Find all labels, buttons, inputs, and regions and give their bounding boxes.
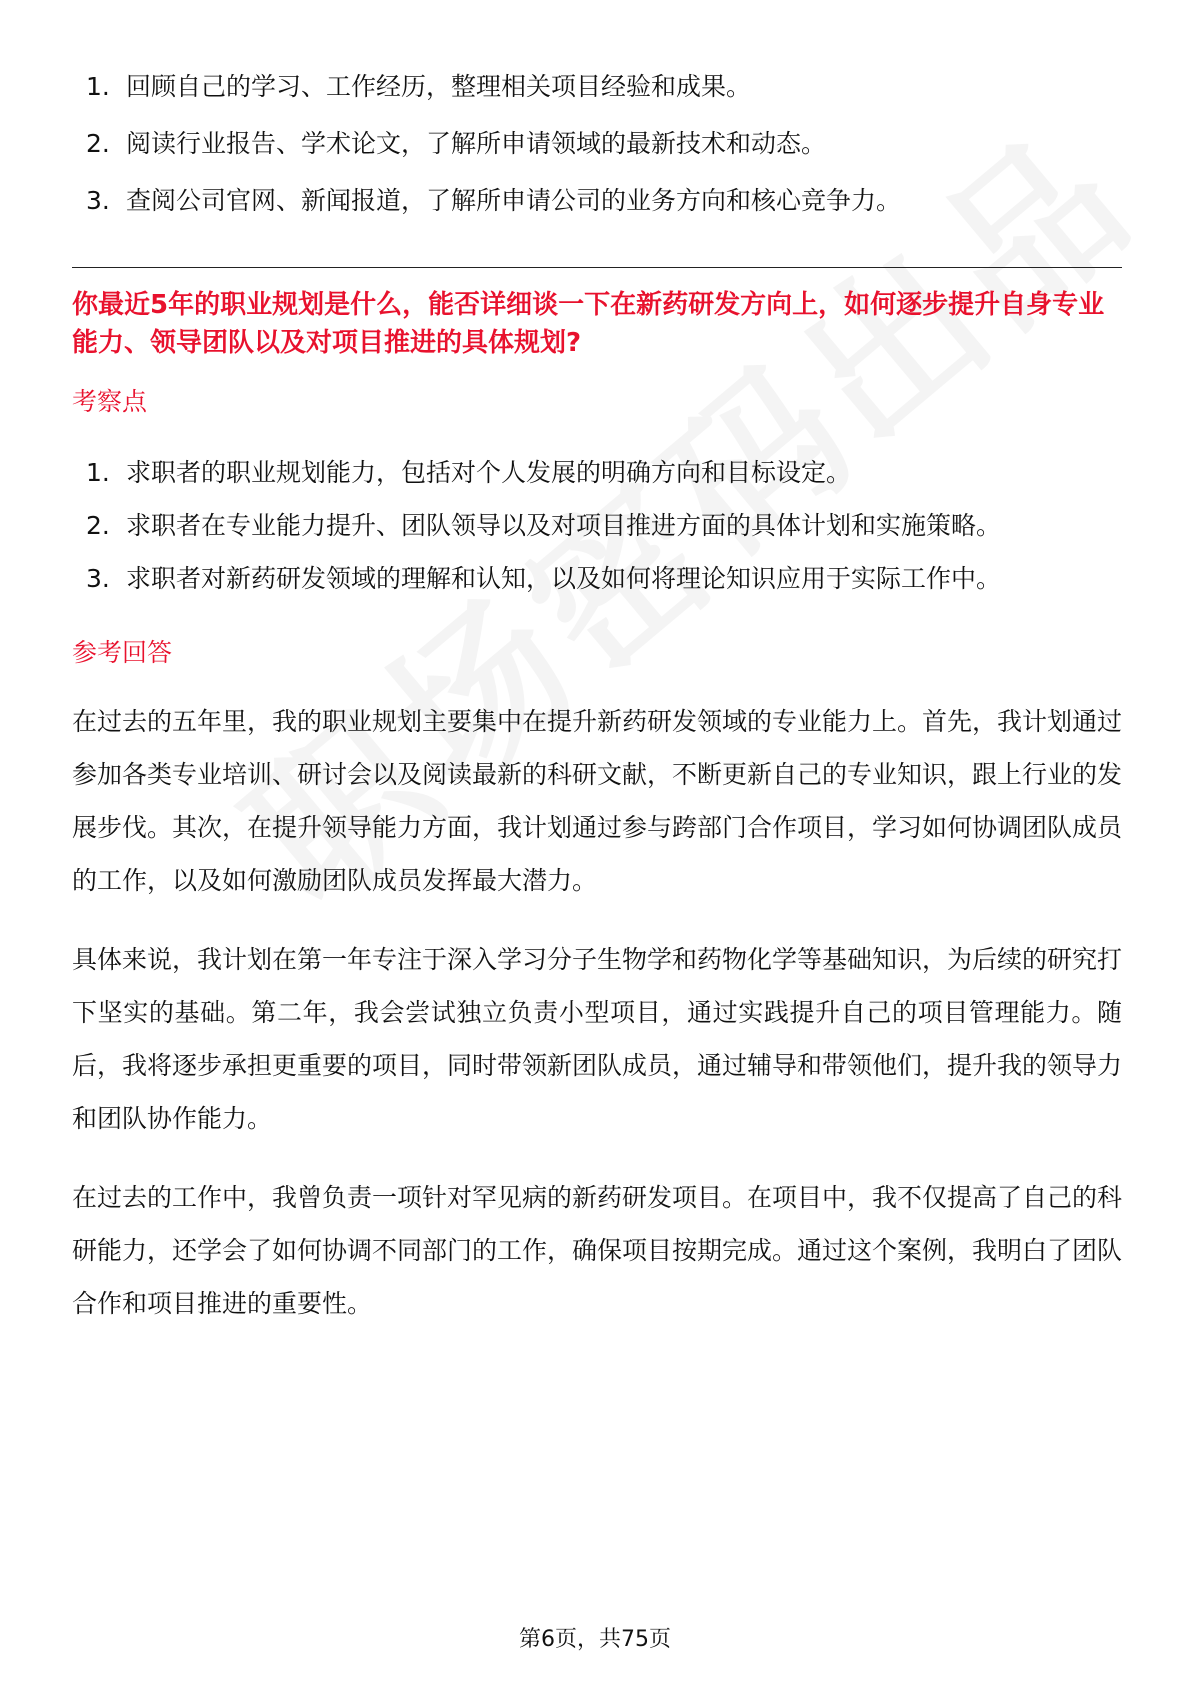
focus-points-list: [72, 446, 1122, 605]
list-item-number: 2.: [86, 129, 110, 158]
list-item-number: 3.: [86, 564, 110, 593]
answer-paragraph: 在过去的工作中，我曾负责一项针对罕见病的新药研发项目。在项目中，我不仅提高了自己的科研能力，还学会了如何协调不同部门的工作，确保项目按期完成。通过这个案例，我明白了团队合作和项目推进的重要性。: [72, 1183, 1123, 1318]
answer-paragraph: 在过去的五年里，我的职业规划主要集中在提升新药研发领域的专业能力上。首先，我计划通过参加各类专业培训、研讨会以及阅读最新的科研文献，不断更新自己的专业知识，跟上行业的发展步伐。其次，在提升领导能力方面，我计划通过参与跨部门合作项目，学习如何协调团队成员的工作，以及如何激励团队成员发挥最大潜力。: [72, 707, 1123, 895]
list-item: [72, 174, 1122, 227]
list-item-text: 查阅公司官网、新闻报道，了解所申请公司的业务方向和核心竞争力。: [126, 186, 902, 215]
answer-paragraph: 具体来说，我计划在第一年专注于深入学习分子生物学和药物化学等基础知识，为后续的研究打下坚实的基础。第二年，我会尝试独立负责小型项目，通过实践提升自己的项目管理能力。随后，我将逐步承担更重要的项目，同时带领新团队成员，通过辅导和带领他们，提升我的领导力和团队协作能力。: [72, 945, 1123, 1133]
section-divider: [72, 267, 1122, 268]
list-item-number: 1.: [86, 458, 110, 487]
list-item-text: 求职者在专业能力提升、团队领导以及对项目推进方面的具体计划和实施策略。: [126, 511, 1002, 540]
list-item: [72, 499, 1122, 552]
focus-points-heading: 考察点: [72, 387, 148, 416]
list-item-text: 求职者的职业规划能力，包括对个人发展的明确方向和目标设定。: [126, 458, 852, 487]
preparation-list: [72, 60, 1122, 227]
list-item-text: 阅读行业报告、学术论文，了解所申请领域的最新技术和动态。: [126, 129, 827, 158]
list-item-number: 1.: [86, 72, 110, 101]
interview-question: 你最近5年的职业规划是什么，能否详细谈一下在新药研发方向上，如何逐步提升自身专业能力、领导团队以及对项目推进的具体规划?: [72, 290, 1105, 358]
page-content: [72, 60, 1122, 1330]
list-item: [72, 552, 1122, 605]
list-item-number: 3.: [86, 186, 110, 215]
list-item: [72, 117, 1122, 170]
reference-answer-heading: 参考回答: [72, 638, 173, 667]
list-item: [72, 60, 1122, 113]
list-item-text: 求职者对新药研发领域的理解和认知，以及如何将理论知识应用于实际工作中。: [126, 564, 1002, 593]
list-item-text: 回顾自己的学习、工作经历，整理相关项目经验和成果。: [126, 72, 752, 101]
list-item: [72, 446, 1122, 499]
list-item-number: 2.: [86, 511, 110, 540]
page-number: 第6页，共75页: [519, 1627, 671, 1652]
